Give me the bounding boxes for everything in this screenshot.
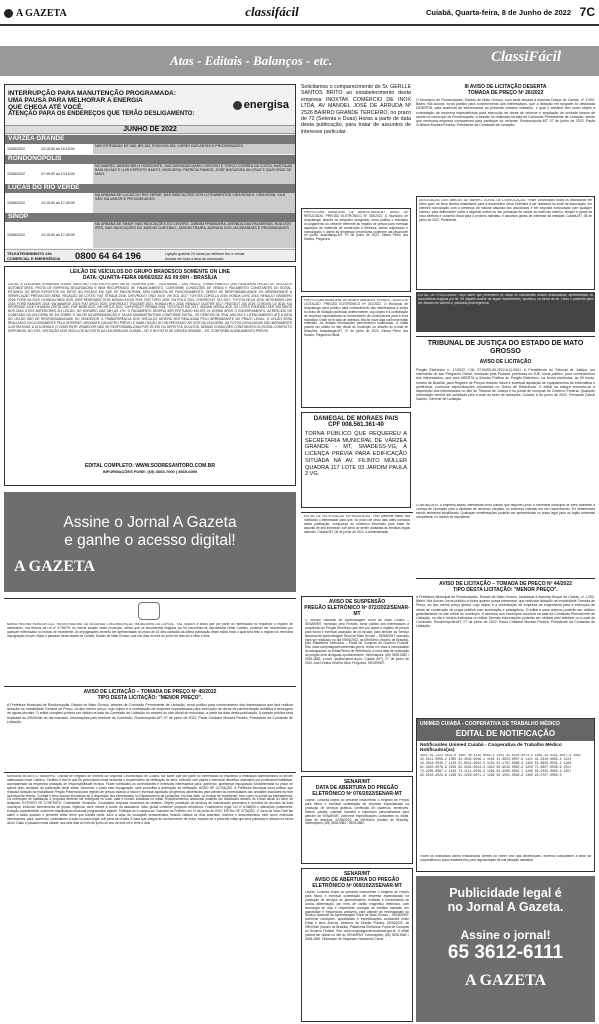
tribunal-notice: TRIBUNAL DE JUSTIÇA DO ESTADO DE MATO GROSSO AVISO DE LICITAÇÃO Pregão Eletrônico n. 17/2022. CIA: 0719405-69.2022.8.11.0041. A Presidência do Tribunal de Justiça, por intermédio do seu Pregoeiro Oficial, nomeado pela Portaria, publicada no DJE, torna público, para conhecimento dos interessados, que será ABERTA a Sessão Pública do Pregão Eletrônico, na forma eletrônica, às 09 horas, horário de Brasília, para Registro de Preços visando futura e eventual aquisição de equipamentos de informática e periféricos, conforme especificações constantes no Termo de Referência. O edital na íntegra encontra-se à disposição dos interessados no site do Tribunal de Justiça e no portal de compras do Governo Federal. Qualquer informação deverá ser solicitada pelo e-mail do setor de licitações. Cuiabá, 6 de junho de 2022. Fernando Davoli Santos, Gerente de Licitação. [416,336,595,500]
outage-row: 13/06/2022 07:45:00 às 13:15:00 NO BAIRRO JARDIM BELO HORIZONTE, NAS AVENIDAS MARIO GROSSO E TERÇO CORRÊA DA COSTA; NAS RUAS BAÍA VILHAS E LUIS ESPIRITO SANTO, NOGUEIRA, PATRÍCIA RAMOS, JOSÉ NOGUEIRA DA CRUZ E QUATORZE DE MAIO. [5,164,295,184]
header-page-number: 7C [579,5,595,19]
outage-row: 13/06/2022 13:15:00 às 17:45:00 NA URBANA DE LUCAS DO RIO VERDE, NAS INDICAÇÕES DOS LOTEAMENTOS VIDA NOVA II, VIDA NOVA, VILA SÃO SALVADOR E PROXIMIDADES. [5,193,295,213]
region-varzea-grande: VÁRZEA GRANDE 13/06/2022 13:15:00 às 16:15:00 NAS ESTRADAS MT-084, BR-163, RODOVIA 364; CAPÃO DAS ANTAS E PROXIMIDADES. [5,135,295,154]
outage-row: 13/06/2022 13:15:00 às 17:45:00 NA URBANA DE SINOP, NAS INDICAÇÕES DO CENTRO, JARDIM PRIMAVERA, AVENIDA DAS PALMEIRAS, RUA DOS IPÊS, NAS INDICAÇÕES DO JARDIM CURITIBA I, JARDIM TRAÍRA, AVENIDA DOS JACARANDÁS E PROXIMIDADES. [5,222,295,248]
publicidade-legal-ad: Publicidade legal é no Jornal A Gazeta. Assine o jornal! 65 3612-6111 A GAZETA [416,876,595,1022]
header-dateline: Cuiabá, Quarta-feira, 8 de Junho de 2022 [425,8,571,17]
energisa-phone: 0800 64 64 196 [75,251,142,262]
classifacil-banner [0,46,599,76]
energisa-footer: TELEATENDIMENTO 24h COMERCIAL E EMERGÊNCIA 0800 64 64 196 Ligação gratuita 24 horas por telefone fixo e celular Acesse em toda a área de concessão [5,249,295,262]
region-rondonopolis: RONDONÓPOLIS 13/06/2022 07:45:00 às 13:15:00 NO BAIRRO JARDIM BELO HORIZONTE, NAS AVENIDAS MARIO GROSSO E TERÇO CORRÊA DA COSTA; NAS RUAS BAÍA VILHAS E LUIS ESPIRITO SANTO, NOGUEIRA, PATRÍCIA RAMOS, JOSÉ NOGUEIRA DA CRUZ E QUATORZE DE MAIO. [5,155,295,184]
right-gap-notice: COMUNICADO. A empresa abaixo identificada torna público que requereu junto à Secretaria Municipal de Meio Ambiente a Licença de Operação para a atividade de comércio varejista, no endereço indicado em seu requerimento. Foi determinado estudo ambiental simplificado. Quaisquer manifestações poderão ser apresentadas no prazo legal junto ao órgão ambiental competente, no horário de expediente. [416,504,595,519]
sun-icon [4,9,13,18]
edital-mariaelena: MARIA HELENA RONDON LUZ, REGISTRADORA DA SEGUNDA CIRCUNSCRIÇÃO IMOBILIÁRIA DA CAPITAL. FAZ SABER a todos que por parte do interessado foi requerido o registro de loteamento, nos termos da Lei nº 6.766/79, do imóvel situado neste município, sendo que os documentos exigidos por lei encontram-se depositados neste Cartório, podendo ser examinados por qualquer interessado no horário de expediente. As impugnações deverão ser apresentadas no prazo de 15 dias contados da última publicação deste edital, findo o qual será feito o registro se nenhuma impugnação houver. Dado e passado nesta cidade de Cuiabá, Estado de Mato Grosso, aos oito dias do mês de junho de dois mil e vinte e dois. [4,598,296,680]
prefeitura-aviso-1: PREFEITURA MUNICIPAL DE ARAPUTANGA-MT. AVISO DE RESULTADO. PREGÃO ELETRÔNICO Nº 028/2022. O Município de Araputanga, através do pregoeiro designado, torna público o resultado do julgamento do certame referente ao registro de preços para eventual aquisição de materiais de construção e elétricos, sendo adjudicado e homologado o objeto às empresas vencedoras conforme ata disponível no portal. Araputanga-MT, 07 de junho de 2022. Eliana Pinho dos Santos, Pregoeira. [301,208,411,292]
prefeitura-aviso-2: PREFEITURA MUNICIPAL DE ARAPUTANGA-MT. ERRATA – AVISO DE LICITAÇÃO. PREGÃO ELETRÔNICO Nº 031/2022. O Município de Araputanga torna público para conhecimento dos interessados a errata do aviso de licitação publicado anteriormente, cujo objeto é a contratação de empresa especializada no fornecimento de combustíveis para a frota municipal. Onde se lê data de abertura, leia-se nova data conforme edital retificado. As demais informações permanecem inalteradas. O edital poderá ser obtido no site oficial do município ou através do e-mail de licitações. Araputanga-MT, 07 de junho de 2022. Eliana Pinho dos Santos, Pregoeira Oficial. [301,296,411,408]
licitacao-44: AVISO DE LICITAÇÃO – TOMADA DE PREÇO Nº 44/2022 TIPO DESTA LICITAÇÃO: "MENOR PREÇO". A Prefeitura Municipal de Rondonópolis, Estado de Mato Grosso, localizada à Avenida Duque de Caxias, nº 1.000, Bairro Vila Aurora, torna público a todos quanto possa interessar, que realizará licitação na modalidade Tomada de Preço, do tipo menor preço global, cujo objeto é a contratação de empresa de engenharia para a execução de obras de construção de praça pública com iluminação e paisagismo. O edital e seus anexos poderão ser obtidos gratuitamente no site oficial do município. A abertura dos envelopes ocorrerá na sala da Comissão Permanente de Licitação, no dia e horário indicados no edital. Demais informações poderão ser obtidas pelo telefone ou e-mail da Comissão. Rondonópolis-MT, 07 de junho de 2022. Paula Cristiane Moraes Pereira, Presidente da Comissão de Licitação. [416,578,595,714]
header-logo: A GAZETA [4,8,67,19]
solicitamos-notice: Solicitamos o comparecimento do Sr. GERLLE SANTOS BRITO ao estabelecimento desta empresa INOXTAK COMÉRCIO DE INOX LTDA, AV MANOEL JOSÉ DE ARRUDA Nº 2526 BAIRRO GRANDE TERCEIRO, no prazo de 72 (Setenta e Duas) Horas a partir de data desta publicação, para tratar de assuntos de interesse particular. [301,84,411,135]
coat-of-arms-icon [138,602,160,620]
middle-gap-notice: EDITAL DE NOTIFICAÇÃO EXTRAJUDICIAL. Pelo presente edital, fica notificado o interessado para que, no prazo de cinco dias úteis contados desta publicação, compareça ao endereço informado para tratar de assunto de seu interesse, sob pena de serem adotadas as medidas legais cabíveis. Cuiabá-MT, 08 de junho de 2022. A Administração. [301,512,413,592]
edital-dense-right: EDITAL DE PROCLAMAS. Faço saber que pretendem se casar os contraentes abaixo relacionados, apresentando os documentos exigidos por lei. Se alguém souber de algum impedimento, oponha-o na forma da lei. Lavro o presente para ser afixado em cartório e publicado pela imprensa. [416,292,595,332]
unimed-table: 1051 03.7221.0032-8 1061 30.4115.0001-4 1301 31.0120.0073-5 1063 31.8331.0047-9 1082 32.0211.0058-2 1305 33.1042.0016-1 1102 41.0923.0007-6 1111 42.3310.0095-3 1321 43.2018.0040-7 1140 51.0811.0022-5 1152 52.1707.0068-0 1402 53.0903.0031-2 1168 61.4402.0079-8 1203 62.3101.0014-4 1410 63.8015.0055-6 1220 71.0607.0036-9 1251 72.2209.0087-1 1433 73.1111.0019-3 1262 81.3305.0042-7 1280 82.0402.0063-5 1457 83.6210.0024-8 1290 91.1203.0071-2 1299 92.4501.0038-6 1460 93.0707.0050-0 [420,754,581,777]
gazeta-logo-2: A GAZETA [464,972,547,989]
gazeta-digital-ad: Assine o Jornal A Gazeta e ganhe o acesso digital! A GAZETA [4,492,296,592]
energisa-logo: energisa [233,99,289,111]
leilao-notice: LEILÃO DE VEÍCULOS DO GRUPO BRADESCO SOMENTE ON LINE DATA: QUARTA-FEIRA 08/06/2022 ÀS 09:00H - BRASÍLIA LOCAL: A LEILOEIRA FERNANDA SODRÉ SANTORO COM ESCRITÓRIO NA AV. GUAPIRA 3300 – VILA MARIA – SÃO PAULO, TORNA PÚBLICO QUE REALIZARÁ LEILÃO DE VEÍCULOS AUTOMOTORES, FROTA DE EMPRESA SEGURADORA E BEM RECUPERADO DE FINANCIAMENTO, CONFORME CONDIÇÕES DE VENDA E PAGAMENTO CONSTANTES DO EDITAL, ESTANDO OS BENS EXPOSTOS NO PÁTIO NO ESTADO EM QUE SE ENCONTRAM, SEM GARANTIA DE FUNCIONAMENTO, SENDO DE RESPONSABILIDADE DO ARREMATANTE A VERIFICAÇÃO PRÉVIA DOS BENS. RELAÇÃO DE LOTES: FIAT STRADA 2018; CHEVROLET ONIX 2019; VW GOL 2017; TOYOTA COROLLA 2016; HONDA CIVIC 2015; RENAULT SANDERO 2018; FORD KA 2019; HYUNDAI HB20 2020; JEEP RENEGADE 2018; NISSAN KICKS 2019; FIAT TORO 2020; VW POLO 2021; CHEVROLET S10 2017; TOYOTA HILUX 2016; MITSUBISHI L200 2015; FORD RANGER 2018; VW AMAROK 2019; FIAT ARGO 2020; CHEVROLET TRACKER 2021; HONDA HR-V 2018; RENAULT DUSTER 2017; PEUGEOT 208 2019; CITROEN C4 2016; KIA SPORTAGE 2015; HYUNDAI CRETA 2020; FIAT MOBI 2019; VW VIRTUS 2021; CHEVROLET PRISMA 2018; TOYOTA ETIOS 2017; NISSAN VERSA 2019. OS LOTES PODERÃO SER VISITADOS NOS DIAS ÚTEIS ANTERIORES AO LEILÃO, NO HORÁRIO DAS 08H ÀS 17H. O PAGAMENTO DEVERÁ SER EFETUADO EM ATÉ 24 HORAS APÓS O ENCERRAMENTO, ACRESCIDO DE COMISSÃO DA LEILOEIRA DE 5% SOBRE O VALOR DA ARREMATAÇÃO E TAXAS ADMINISTRATIVAS CONFORME EDITAL. OS DÉBITOS DE IPVA, MULTAS E LICENCIAMENTO ATÉ A DATA DO LEILÃO SÃO DE RESPONSABILIDADE DO VENDEDOR. A TRANSFERÊNCIA DOS VEÍCULOS DEVERÁ SER REALIZADA PELO ARREMATANTE NO PRAZO LEGAL. O LEILÃO SERÁ REALIZADO EXCLUSIVAMENTE PELA INTERNET, MEDIANTE CADASTRO PRÉVIO E HABILITAÇÃO DO INTERESSADO NO SITE DA LEILOEIRA. AS FOTOS DIVULGADAS SÃO MERAMENTE ILUSTRATIVAS. A LEILOEIRA E O COMITENTE VENDEDOR NÃO SE RESPONSABILIZAM POR VÍCIOS OU DEFEITOS OCULTOS. DEMAIS CONDIÇÕES CONSTANTES DO EDITAL COMPLETO DISPONÍVEL NO SITE. VISITAÇÃO DOS VEÍCULOS NO PÁTIO DA LEILOEIRA EM CUIABÁ – MT E NO PÁTIO DE VÁRZEA GRANDE – MT, CONFORME AGENDAMENTO PRÉVIO. EDITAL COMPLETO: WWW.SODRESANTORO.COM.BR INFORMAÇÕES FONE: (65) 3665-7000 | 3665-6000 [4,266,296,486]
energisa-headline: INTERRUPÇÃO PARA MANUTENÇÃO PROGRAMADA: UMA PAUSA PARA MELHORAR A ENERGIA QUE CHEGA ATÉ VOCÊ. ATENÇÃO PARA OS ENDEREÇOS QUE TERÃO DESLIGAMENTO: [8,90,195,117]
banner-brand: ClassiFácil [490,49,561,65]
region-sinop: SINOP 13/06/2022 13:15:00 às 17:45:00 NA URBANA DE SINOP, NAS INDICAÇÕES DO CENTRO, JARDIM PRIMAVERA, AVENIDA DAS PALMEIRAS, RUA DOS IPÊS, NAS INDICAÇÕES DO JARDIM CURITIBA I, JARDIM TRAÍRA, AVENIDA DOS JACARANDÁS E PROXIMIDADES. [5,213,295,248]
energisa-month: JUNHO DE 2022 [5,125,295,134]
senar-076: SENAR/MT DATA DE ABERTURA DO PREGÃO ELETRÔNICO Nº 076/2022/SENAR-MT Objeto: Constitui objeto do presente instrumento o Registro de Preços para futura e eventual contratação de empresa especializada na produção de serviços gráficos, confecção de cadernos, envelopes, folders, pastas, crachás, banners e impressos personalizados para atender ao SENAR/MT, conforme especificações constantes no edital. Data de abertura: 22/06/2022, às 09h00min (horário de Brasília). Informações: (65) 3928-5382 / 3928-4882. [301,776,413,864]
page-header [0,0,599,26]
outage-row: 13/06/2022 13:15:00 às 16:15:00 NAS ESTRADAS MT-084, BR-163, RODOVIA 364; CAPÃO DAS ANTAS E PROXIMIDADES. [5,144,295,154]
banner-text: Atas - Editais - Balanços - etc. [170,53,333,68]
daniegal-notice: DANIEGAL DE MORAES PAIS CPF 008.561.361-40 TORNA PÚBLICO QUE REQUEREU A SECRETARIA MUNICIPAL DE VÁRZEA GRANDE - MT, SMADESS-VG, A LICENÇA PRÉVIA PARA EDIFICAÇÃO SITUADA NA AV. FILINTO MÜLLER QUADRA 117 LOTE 03 JARDIM PAULA 2 VG. [301,412,411,508]
gazeta-logo: A GAZETA [14,558,96,575]
senar-069: SENAR/MT AVISO DE ABERTURA DO PREGÃO ELETRÔNICO Nº 069/2022/SENAR-MT Objeto: Constitui objeto do presente instrumento o Registro de Preços para futura e eventual contratação de empresa especializada na prestação de serviços de gerenciamento, emissão e fornecimento de auxílio alimentação, por meio de cartão magnético eletrônico, com tecnologia de chip e respectivas recargas de créditos mensais, em quantidade e frequências variáveis, para atender às necessidades do Serviço Nacional de Aprendizagem Rural de Mato Grosso – SENAR/MT, conforme condições, quantidades e especificações constantes neste Edital e seus Anexos. Abertura da Sessão Pública: 22/06/2022, às 09h00min (horário de Brasília). Plataforma Eletrônica: Portal de Compras do Governo Federal. Sito: www.comprasgovernamentais.gov.br. O edital poderá ser obtido no site do SENAR/MT. Informações: (65) 3928-5382 / 3928-4882. Ordenador de Despesas: Normando Corral. [301,868,413,1022]
senar-suspensao-notice: AVISO DE SUSPENSÃO PREGÃO ELETRÔNICO Nº 072/2022/SENAR-MT O Serviço Nacional de Aprendizagem Rural de Mato Grosso – SENAR/MT, nomeado pela Portaria, torna público aos interessados a suspensão do Pregão Eletrônico que tem por objeto o registro de preços para futura e eventual aquisição de kit escolar, para atender ao Serviço Nacional de Aprendizagem Rural de Mato Grosso – SENAR/MT, marcado para ser realizado no dia 09/06/2022, às 09h00min (horário de Brasília), pela Plataforma Eletrônica – Portal de Compras do Governo Federal. Sito: www.comprasgovernamentais.gov.br, tendo em vista a necessidade de adequações no Edital/Termo de Referência. A nova data de realização do pregão será divulgada oportunamente. Informações: (65) 3928-5382 / 3928-4882, e-mail: cpl@senarmt.org.br. Cuiabá (MT), 07 de junho de 2022. Ana Cristina Oliveira Silva, Pregoeira, SENAR/MT. [301,596,413,772]
unimed-notice: UNIMED CUIABÁ - COOPERATIVA DE TRABALHO MÉDICO EDITAL DE NOTIFICAÇÃO Notificantes Unimed Cuiabá - Cooperativa de Trabalho Médico Notificados(as) 1051 03.7221.0032-8 1061 30.4115.0001-4 1301 31.0120.0073-5 1063 31.8331.0047-9 1082 32.0211.0058-2 1305 33.1042.0016-1 1102 41.0923.0007-6 1111 42.3310.0095-3 1321 43.2018.0040-7 1140 51.0811.0022-5 1152 52.1707.0068-0 1402 53.0903.0031-2 1168 61.4402.0079-8 1203 62.3101.0014-4 1410 63.8015.0055-6 1220 71.0607.0036-9 1251 72.2209.0087-1 1433 73.1111.0019-3 1262 81.3305.0042-7 1280 82.0402.0063-5 1457 83.6210.0024-8 1290 91.1203.0071-2 1299 92.4501.0038-6 1460 93.0707.0050-0 Ficam os notificados acima relacionados cientes do inteiro teor das deliberações, devendo comparecer à sede da cooperativa no prazo estabelecido para regularização de sua situação cadastral. [416,718,595,872]
publicidade-phone: 65 3612-6111 [447,942,564,963]
energisa-logo-icon [233,101,242,110]
left-bottom-notices: MARIANA MODESTO NAVARRO, Oficiala de Registro de Imóveis da Segunda Circunscrição de Cuiabá, faz saber que por parte do interessado foi requerida a retificação administrativa do imóvel matriculado neste Cartório. Certifico e dou fé que foi protocolado nesta serventia o requerimento de retificação de área, instruído com planta e memorial descritivo assinados por profissional habilitado, acompanhado da respectiva anotação de responsabilidade técnica. Ficam notificados os confrontantes e eventuais interessados para, querendo, apresentar impugnação fundamentada no prazo de quinze dias, contados da publicação deste edital. Decorrido o prazo sem impugnação, será procedida a averbação da retificação. AVISO DE LICITAÇÃO. A Prefeitura Municipal torna público que realizará licitação na modalidade Pregão Presencial para registro de preços visando a futura e eventual aquisição de gêneros alimentícios para atender às necessidades das unidades escolares da rede municipal de ensino. O edital e seus anexos encontram-se à disposição dos interessados no Departamento de Licitações, em dias úteis, no horário de expediente, bem como no portal da transparência. Os envelopes de habilitação e proposta deverão ser entregues no local, data e horário indicados no edital. Esclarecimentos adicionais poderão ser solicitados através do e-mail oficial do setor de licitações. EXTRATO DE CONTRATO. Contratante: Município. Contratada: empresa vencedora do certame. Objeto: prestação de serviços de manutenção preventiva e corretiva de veículos da frota municipal, incluindo fornecimento de peças. Vigência: doze meses a contar da assinatura. Valor global conforme proposta vencedora. Fundamento legal: Lei nº 8.666/93 e alterações posteriores. Dotação orçamentária: conforme classificação funcional programática vigente. Publique-se e cumpra-se. Gabinete do Prefeito, em 07 de junho de 2022. EDITAL DE CITAÇÃO. O Juízo da Vara Cível faz saber a todos quantos o presente edital virem que tramita neste Juízo a ação de usucapião extraordinária, ficando citados os réus ausentes, incertos e desconhecidos, bem como eventuais interessados, para, querendo, contestarem a ação no prazo legal, sob pena de revelia. E para que chegue ao conhecimento de todos, expediu-se o presente edital que será publicado e afixado na forma da lei. Dado e passado nesta cidade, aos sete dias do mês de junho do ano de dois mil e vinte e dois. [4,772,296,1022]
sicredi-notice: ASSOCIAÇÃO DOS AMIGOS DE BAIRRO. EDITAL DE CONVOCAÇÃO. Ficam convocados todos os associados em pleno gozo de seus direitos estatutários para a Assembleia Geral Ordinária a ser realizada na sede da associação, em primeira convocação com a presença da maioria absoluta dos associados e em segunda convocação com qualquer número, para deliberarem sobre a seguinte ordem do dia: prestação de contas do exercício anterior, eleição e posse da nova diretoria e conselho fiscal para o próximo mandato, e assuntos gerais de interesse da entidade. Cuiabá-MT, 08 de junho de 2022. Presidente. [416,196,595,290]
leilao-body: LOCAL: A LEILOEIRA FERNANDA SODRÉ SANTORO COM ESCRITÓRIO NA AV. GUAPIRA 3300 – VILA MARIA – SÃO PAULO, TORNA PÚBLICO QUE REALIZARÁ LEILÃO DE VEÍCULOS AUTOMOTORES, FROTA DE EMPRESA SEGURADORA E BEM RECUPERADO DE FINANCIAMENTO, CONFORME CONDIÇÕES DE VENDA E PAGAMENTO CONSTANTES DO EDITAL, ESTANDO OS BENS EXPOSTOS NO PÁTIO NO ESTADO EM QUE SE ENCONTRAM, SEM GARANTIA DE FUNCIONAMENTO, SENDO DE RESPONSABILIDADE DO ARREMATANTE A VERIFICAÇÃO PRÉVIA DOS BENS. RELAÇÃO DE LOTES: FIAT STRADA 2018; CHEVROLET ONIX 2019; VW GOL 2017; TOYOTA COROLLA 2016; HONDA CIVIC 2015; RENAULT SANDERO 2018; FORD KA 2019; HYUNDAI HB20 2020; JEEP RENEGADE 2018; NISSAN KICKS 2019; FIAT TORO 2020; VW POLO 2021; CHEVROLET S10 2017; TOYOTA HILUX 2016; MITSUBISHI L200 2015; FORD RANGER 2018; VW AMAROK 2019; FIAT ARGO 2020; CHEVROLET TRACKER 2021; HONDA HR-V 2018; RENAULT DUSTER 2017; PEUGEOT 208 2019; CITROEN C4 2016; KIA SPORTAGE 2015; HYUNDAI CRETA 2020; FIAT MOBI 2019; VW VIRTUS 2021; CHEVROLET PRISMA 2018; TOYOTA ETIOS 2017; NISSAN VERSA 2019. OS LOTES PODERÃO SER VISITADOS NOS DIAS ÚTEIS ANTERIORES AO LEILÃO, NO HORÁRIO DAS 08H ÀS 17H. O PAGAMENTO DEVERÁ SER EFETUADO EM ATÉ 24 HORAS APÓS O ENCERRAMENTO, ACRESCIDO DE COMISSÃO DA LEILOEIRA DE 5% SOBRE O VALOR DA ARREMATAÇÃO E TAXAS ADMINISTRATIVAS CONFORME EDITAL. OS DÉBITOS DE IPVA, MULTAS E LICENCIAMENTO ATÉ A DATA DO LEILÃO SÃO DE RESPONSABILIDADE DO VENDEDOR. A TRANSFERÊNCIA DOS VEÍCULOS DEVERÁ SER REALIZADA PELO ARREMATANTE NO PRAZO LEGAL. O LEILÃO SERÁ REALIZADO EXCLUSIVAMENTE PELA INTERNET, MEDIANTE CADASTRO PRÉVIO E HABILITAÇÃO DO INTERESSADO NO SITE DA LEILOEIRA. AS FOTOS DIVULGADAS SÃO MERAMENTE ILUSTRATIVAS. A LEILOEIRA E O COMITENTE VENDEDOR NÃO SE RESPONSABILIZAM POR VÍCIOS OU DEFEITOS OCULTOS. DEMAIS CONDIÇÕES CONSTANTES DO EDITAL COMPLETO DISPONÍVEL NO SITE. VISITAÇÃO DOS VEÍCULOS NO PÁTIO DA LEILOEIRA EM CUIABÁ – MT E NO PÁTIO DE VÁRZEA GRANDE – MT, CONFORME AGENDAMENTO PRÉVIO. [8,283,292,333]
energisa-ad [4,84,296,262]
licitacao-deserta: III AVISO DE LICITAÇÃO DESERTA TOMADA DE PREÇO Nº 26/2022 O Município de Rondonópolis, Estado de Mato Grosso, com sede situada à Avenida Duque de Caxias, nº 1.000, Bairro Vila Aurora, torna público para conhecimento dos interessados, que a licitação em epígrafe foi declarada DESERTA, pela ausência de interessados ao presente certame licitatório, o qual o certame tem como objeto a contratação de empresa especializada para execução de obras de reforma e ampliação de unidade básica de saúde no município de Rondonópolis. A sessão foi realizada na sala da Comissão Permanente de Licitação, sendo que nenhuma empresa compareceu para participar do certame. Rondonópolis-MT, 07 de junho de 2022. Paula Cristiane Moraes Pereira, Presidente da Comissão de Licitação. [416,84,595,128]
header-section: classifácil [245,4,299,19]
licitacao-45: AVISO DE LICITAÇÃO – TOMADA DE PREÇO Nº 45/2022 TIPO DESTA LICITAÇÃO: "MENOR PREÇO". A Prefeitura Municipal de Rondonópolis, Estado de Mato Grosso, através da Comissão Permanente de Licitação, torna público para conhecimento dos interessados que fará realizar licitação na modalidade Tomada de Preço, do tipo menor preço, cujo objeto é a contratação de empresa especializada para execução de obras de pavimentação asfáltica e drenagem de águas pluviais. O edital completo poderá ser obtido na sala da Comissão de Licitação ou através do site oficial do município, a partir da data desta publicação. A sessão pública será realizada às 09h00min do dia marcado. Informações pelo telefone da Comissão. Rondonópolis-MT, 07 de junho de 2022. Paula Cristiane Moraes Pereira, Presidente da Comissão de Licitação. [4,686,296,768]
region-lucas: LUCAS DO RIO VERDE 13/06/2022 13:15:00 às 17:45:00 NA URBANA DE LUCAS DO RIO VERDE, NAS INDICAÇÕES DOS LOTEAMENTOS VIDA NOVA II, VIDA NOVA, VILA SÃO SALVADOR E PROXIMIDADES. [5,184,295,213]
